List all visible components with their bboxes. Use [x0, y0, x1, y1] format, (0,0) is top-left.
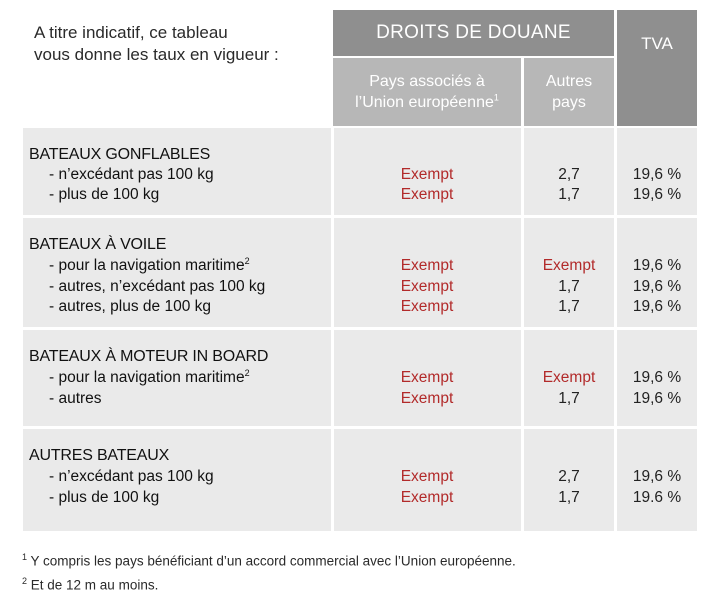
table-row: - autres Exempt 1,7 19,6 % — [49, 390, 682, 407]
table-row: - n’excédant pas 100 kg Exempt 2,7 19,6 % — [49, 468, 682, 485]
table-row: - autres, n’excédant pas 100 kg Exempt 1,7 19,6 % — [49, 278, 682, 295]
header-autres-pays — [524, 58, 614, 126]
intro-line-2: vous donne les taux en vigueur : — [34, 45, 279, 64]
table-row: - n’excédant pas 100 kg Exempt 2,7 19,6 % — [49, 166, 682, 183]
header-pays-associes-line1: Pays associés à — [369, 73, 485, 90]
table-row: - autres, plus de 100 kg Exempt 1,7 19,6 % — [49, 298, 682, 315]
footnote-2: $^2$ Et de 12 m au moins. — [22, 576, 159, 593]
section-title: BATEAUX À MOTEUR IN BOARD — [29, 348, 269, 365]
column-divider — [614, 128, 617, 531]
table-row: - plus de 100 kg Exempt 1,7 19.6 % — [49, 489, 682, 506]
header-droits-de-douane: DROITS DE DOUANE — [333, 10, 614, 56]
section-bateaux-gonflables — [23, 128, 697, 215]
footnote-1: $^1$ Y compris les pays bénéficiant d’un accord commercial avec l’Union européenne. — [22, 552, 516, 569]
header-tva: TVA — [617, 10, 697, 126]
section-bateaux-a-voile — [23, 218, 697, 327]
column-divider — [331, 128, 334, 531]
header-pays-associes-line2: l’Union européenne$^1$ — [355, 92, 499, 111]
section-autres-bateaux — [23, 429, 697, 531]
column-divider — [521, 128, 524, 531]
footnote-ref-2: 2 — [244, 367, 250, 378]
section-bateaux-a-moteur — [23, 330, 697, 426]
section-title: BATEAUX À VOILE — [29, 236, 167, 253]
section-title: AUTRES BATEAUX — [29, 447, 170, 464]
header-autres-pays-line2: pays — [552, 94, 586, 111]
table-row: - pour la navigation maritime$^2$ Exempt Exempt 19,6 % — [49, 367, 682, 386]
footnote-marker: 1 — [22, 552, 28, 562]
intro-line-1: A titre indicatif, ce tableau — [34, 23, 228, 42]
intro-text — [34, 22, 324, 66]
footnote-marker: 2 — [22, 576, 28, 586]
table-row: - pour la navigation maritime$^2$ Exempt Exempt 19,6 % — [49, 255, 682, 274]
footnote-ref-1: 1 — [493, 92, 499, 103]
footnote-ref-2: 2 — [244, 255, 250, 266]
section-title: BATEAUX GONFLABLES — [29, 146, 211, 163]
table-row: - plus de 100 kg Exempt 1,7 19,6 % — [49, 186, 682, 203]
header-autres-pays-line1: Autres — [545, 73, 593, 90]
header-pays-associes — [333, 58, 521, 126]
